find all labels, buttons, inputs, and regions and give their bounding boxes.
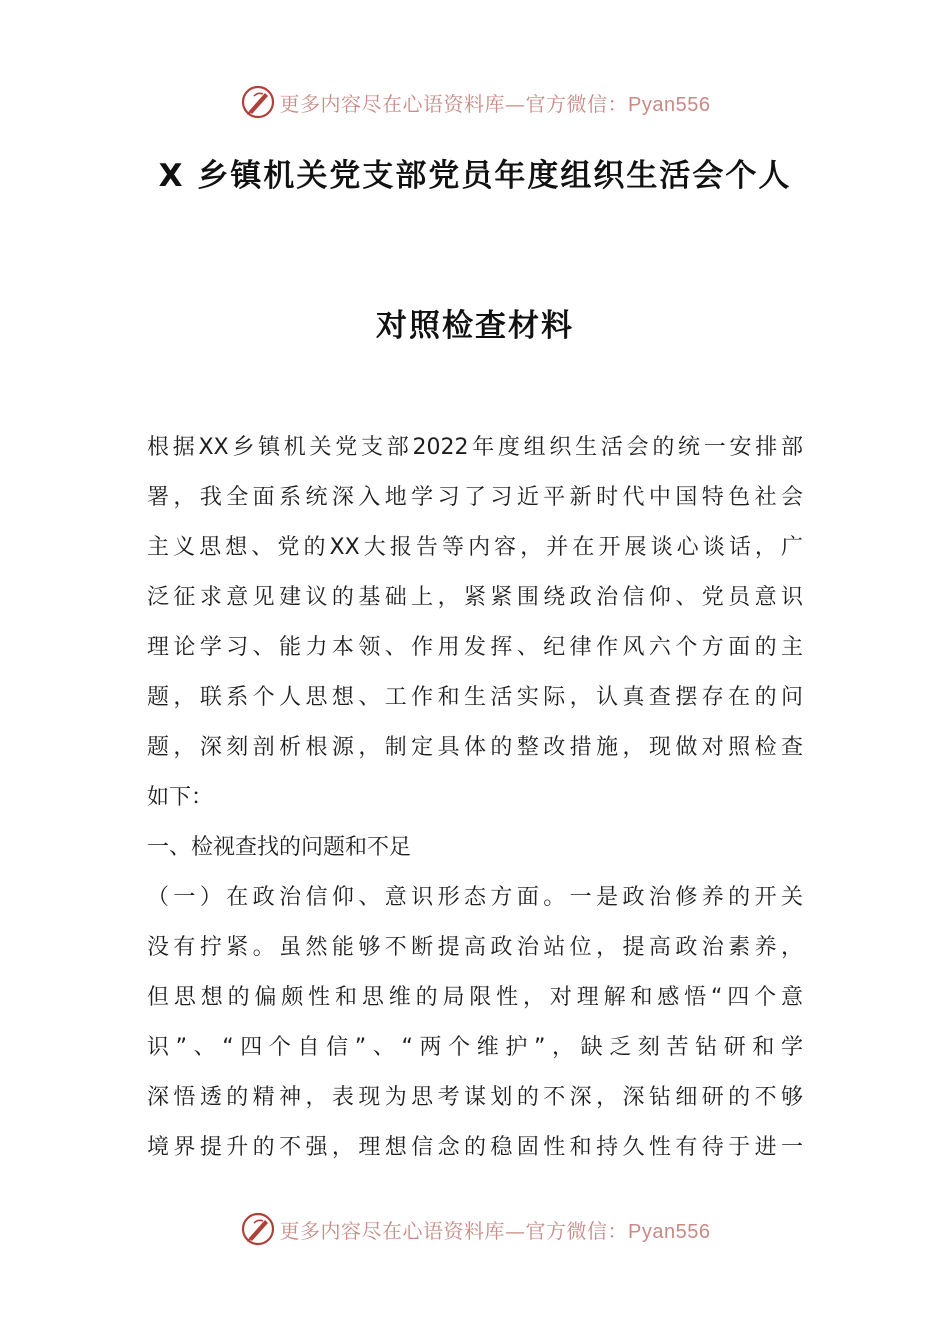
body-line: 主义思想、党的XX大报告等内容，并在开展谈心谈话，广 (147, 535, 803, 560)
body-line: 题，联系个人思想、工作和生活实际，认真查摆存在的问 (147, 685, 803, 710)
watermark-banner-top (0, 82, 950, 122)
body-line: 识”、“四个自信”、“两个维护”，缺乏刻苦钻研和学 (147, 1035, 803, 1060)
body-line: 深悟透的精神，表现为思考谋划的不深，深钻细研的不够 (147, 1085, 803, 1110)
watermark-text (280, 88, 711, 117)
pen-logo-icon (240, 84, 276, 120)
document-title-line-2: 对照检查材料 (376, 308, 574, 344)
body-line: 没有拧紧。虽然能够不断提高政治站位，提高政治素养， (147, 935, 803, 960)
watermark-banner-bottom (0, 1209, 950, 1249)
body-line: 题，深刻剖析根源，制定具体的整改措施，现做对照检查 (147, 735, 803, 760)
body-line: 理论学习、能力本领、作用发挥、纪律作风六个方面的主 (147, 635, 803, 660)
body-line: 泛征求意见建议的基础上，紧紧围绕政治信仰、党员意识 (147, 585, 803, 610)
body-line: （一）在政治信仰、意识形态方面。一是政治修养的开关 (147, 885, 803, 910)
pen-logo-icon (240, 1211, 276, 1247)
document-title-line-1: X 乡镇机关党支部党员年度组织生活会个人 (158, 158, 792, 194)
body-line: 如下： (147, 785, 214, 810)
watermark-label: 更多内容尽在心语资料库—官方微信： (279, 1218, 629, 1243)
watermark-text (280, 1215, 711, 1244)
watermark-label: 更多内容尽在心语资料库—官方微信： (279, 91, 629, 116)
watermark-wechat-id: Pyan556 (628, 93, 711, 116)
section-heading: 一、检视查找的问题和不足 (147, 835, 412, 860)
body-line: 署，我全面系统深入地学习了习近平新时代中国特色社会 (147, 485, 803, 510)
body-line: 根据XX乡镇机关党支部2022年度组织生活会的统一安排部 (147, 435, 803, 460)
watermark-wechat-id: Pyan556 (628, 1220, 711, 1243)
body-line: 但思想的偏颇性和思维的局限性，对理解和感悟“四个意 (147, 985, 803, 1010)
body-line: 境界提升的不强，理想信念的稳固性和持久性有待于进一 (147, 1135, 803, 1160)
